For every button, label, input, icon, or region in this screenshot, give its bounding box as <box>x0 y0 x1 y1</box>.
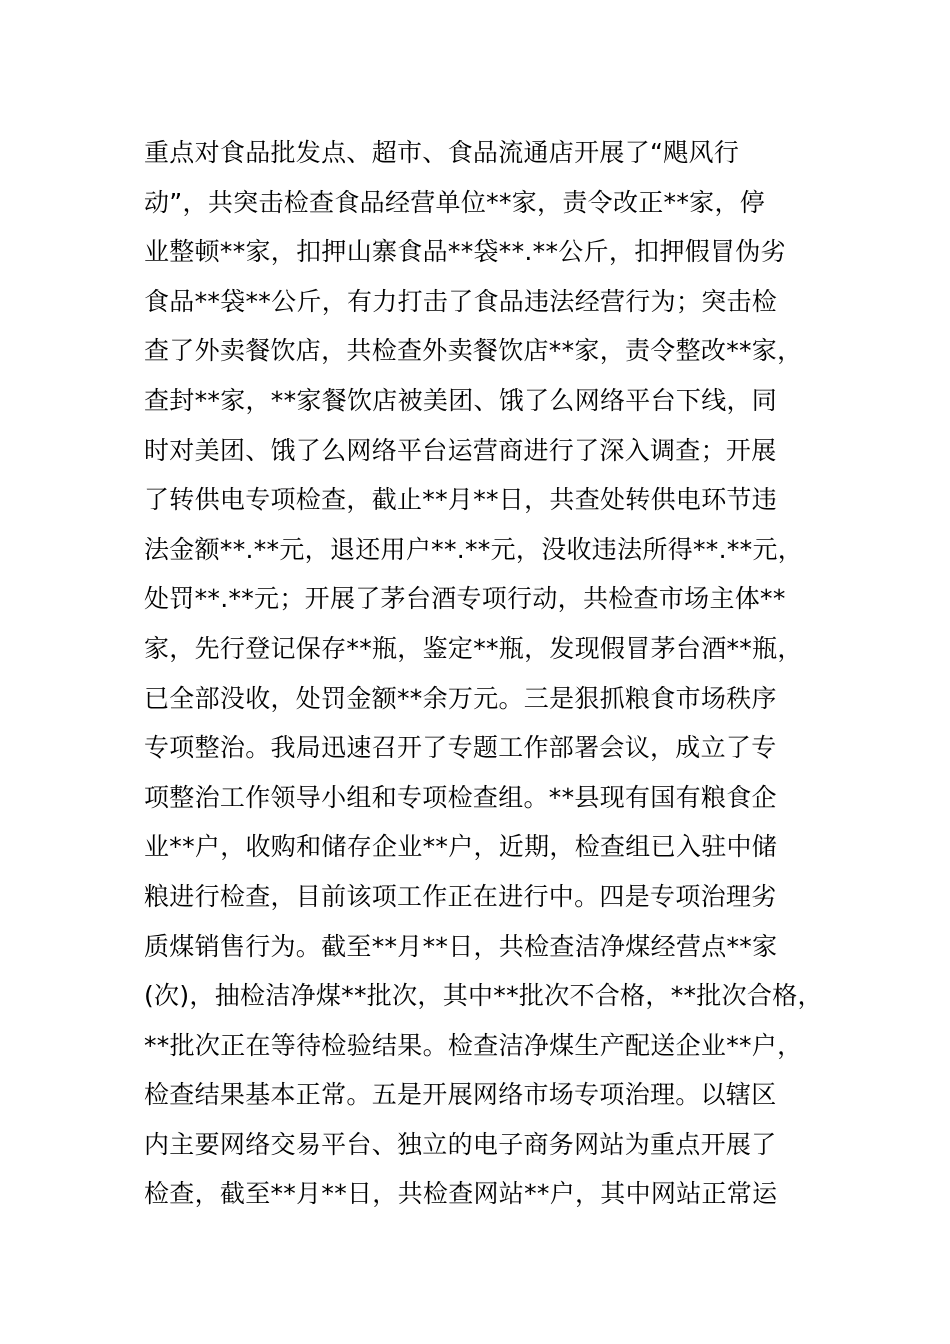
text-line-3: 业整顿**家，扣押山寨食品**袋**.**公斤，扣押假冒伪劣 <box>144 237 786 267</box>
text-line-21: 内主要网络交易平台、独立的电子商务网站为重点开展了 <box>144 1129 777 1159</box>
text-line-17: 质煤销售行为。截至**月**日，共检查洁净煤经营点**家 <box>144 931 778 961</box>
text-line-5: 查了外卖餐饮店，共检查外卖餐饮店**家，责令整改**家， <box>144 336 803 366</box>
text-line-20: 检查结果基本正常。五是开展网络市场专项治理。以辖区 <box>144 1080 777 1110</box>
text-line-10: 处罚**.**元；开展了茅台酒专项行动，共检查市场主体** <box>144 584 786 614</box>
text-line-1: 重点对食品批发点、超市、食品流通店开展了“飓风行 <box>144 138 740 167</box>
text-line-7: 时对美团、饿了么网络平台运营商进行了深入调查；开展 <box>144 435 777 465</box>
text-line-14: 项整治工作领导小组和专项检查组。**县现有国有粮食企 <box>144 782 777 812</box>
text-line-15: 业**户，收购和储存企业**户，近期，检查组已入驻中储 <box>144 832 778 862</box>
text-line-2: 动”，共突击检查食品经营单位**家，责令改正**家，停 <box>144 187 766 217</box>
text-line-19: **批次正在等待检验结果。检查洁净煤生产配送企业**户， <box>144 1030 803 1060</box>
text-line-6: 查封**家，**家餐饮店被美团、饿了么网络平台下线，同 <box>144 385 778 415</box>
text-line-11: 家，先行登记保存**瓶，鉴定**瓶，发现假冒茅台酒**瓶， <box>144 633 803 663</box>
text-line-13: 专项整治。我局迅速召开了专题工作部署会议，成立了专 <box>144 733 777 763</box>
text-line-16: 粮进行检查，目前该项工作正在进行中。四是专项治理劣 <box>144 881 777 911</box>
text-line-8: 了转供电专项检查，截止**月**日，共查处转供电环节违 <box>144 485 778 515</box>
text-line-4: 食品**袋**公斤，有力打击了食品违法经营行为；突击检 <box>144 286 778 316</box>
body-paragraph <box>144 128 834 1219</box>
text-line-9: 法金额**.**元，退还用户**.**元，没收违法所得**.**元， <box>144 534 804 564</box>
text-line-22: 检查，截至**月**日，共检查网站**户，其中网站正常运 <box>144 1179 778 1209</box>
text-line-12: 已全部没收，处罚金额**余万元。三是狠抓粮食市场秩序 <box>144 683 777 713</box>
text-line-18: (次)，抽检洁净煤**批次，其中**批次不合格，**批次合格， <box>144 981 823 1011</box>
